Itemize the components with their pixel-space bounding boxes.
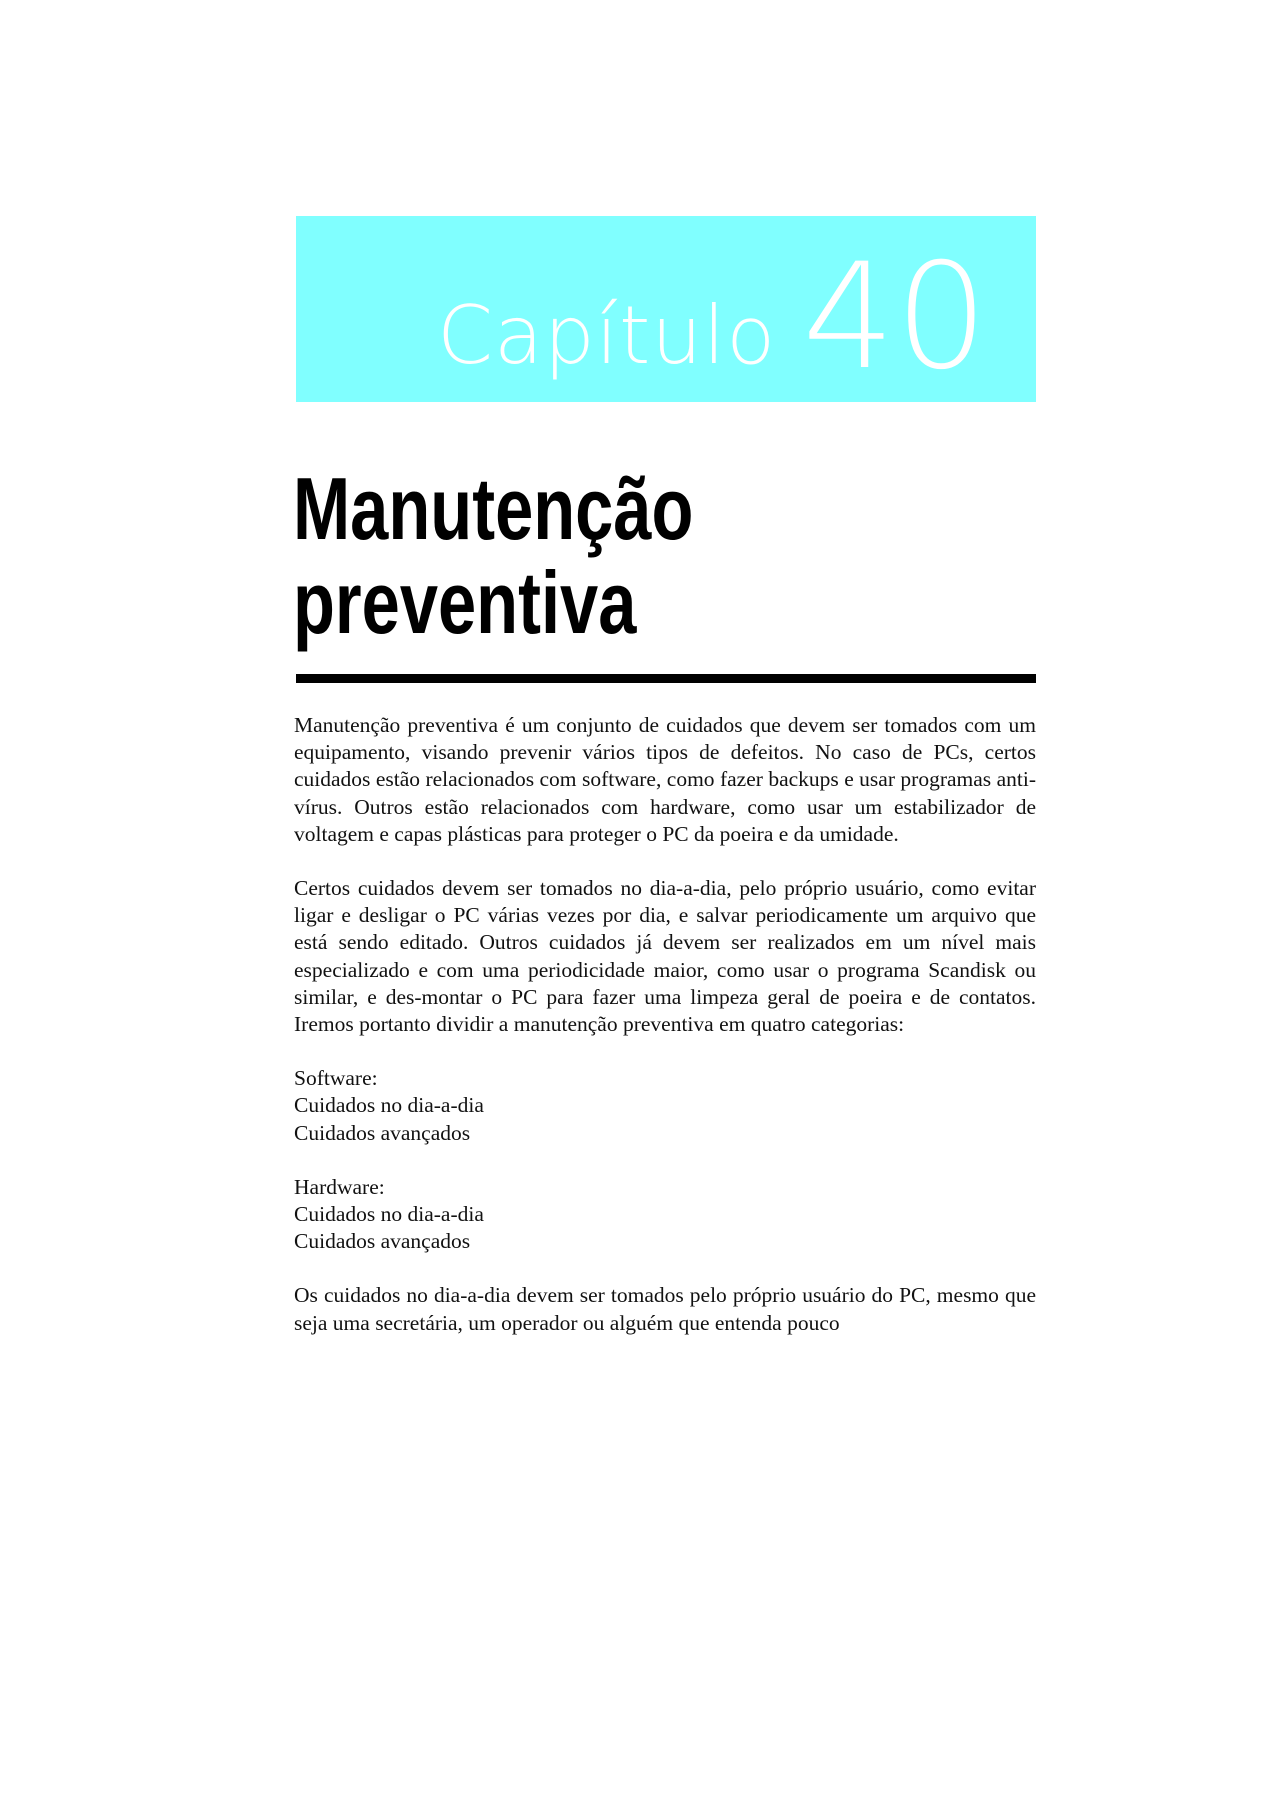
chapter-banner <box>296 216 1036 402</box>
chapter-number: 40 <box>802 232 988 402</box>
page-title-line-2: preventiva <box>293 553 637 652</box>
category-heading-software: Software: <box>294 1066 378 1091</box>
intro-paragraph: Manutenção preventiva é um conjunto de cuidados que devem ser tomados com um equipamento, visando prevenir vários tipos de defeitos. No caso de PCs, certos cuidados estão relacionados com software, como fazer backups e usar programas anti-vírus. Outros estão relacionados com hardware, como usar um estabilizador de voltagem e capas plásticas para proteger o PC da poeira e da umidade. <box>294 713 1036 846</box>
title-divider <box>296 674 1036 683</box>
closing-paragraph: Os cuidados no dia-a-dia devem ser tomados pelo próprio usuário do PC, mesmo que seja uma secretária, um operador ou alguém que entenda pouco <box>294 1283 1036 1335</box>
page-title-line-1: Manutenção <box>293 459 694 558</box>
list-item: Cuidados no dia-a-dia <box>294 1093 484 1118</box>
software-category <box>294 1065 1036 1147</box>
body-text <box>294 712 1036 1364</box>
list-item: Cuidados no dia-a-dia <box>294 1202 484 1227</box>
category-heading-hardware: Hardware: <box>294 1174 385 1199</box>
chapter-label: Capítulo <box>437 289 777 382</box>
page-title <box>293 459 694 652</box>
list-item: Cuidados avançados <box>294 1120 471 1145</box>
categories-paragraph: Certos cuidados devem ser tomados no dia-a-dia, pelo próprio usuário, como evitar ligar e desligar o PC várias vezes por dia, e salvar periodicamente um arquivo que está sendo editado. Outros cuidados já devem ser realizados em um nível mais especializado e com uma periodicidade maior, como usar o programa Scandisk ou similar, e des-montar o PC para fazer uma limpeza geral de poeira e de contatos. Iremos portanto dividir a manutenção preventiva em quatro categorias: <box>294 876 1036 1037</box>
list-item: Cuidados avançados <box>294 1229 471 1254</box>
hardware-category <box>294 1174 1036 1256</box>
chapter-heading <box>437 232 988 402</box>
